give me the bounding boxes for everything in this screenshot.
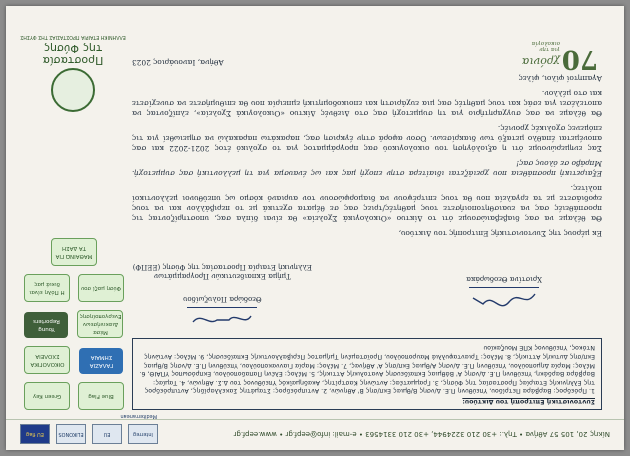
young-reporters-logo: Young Reporters <box>25 312 69 338</box>
committee-box <box>132 338 602 410</box>
anniversary-word: χρόνια <box>521 55 560 68</box>
side-logo-row <box>20 306 128 342</box>
signatory-right-org: Ελληνική Εταιρία Προστασίας της Φύσης (ΕΕΠΦ) <box>132 262 312 271</box>
signatory-right-title: Τμήμα Εκπαιδευτικών Προγραμμάτων <box>153 271 291 280</box>
galazia-simaia-logo: ΓΑΛΑΖΙΑ ΣΗΜΑΙΑ <box>80 348 124 374</box>
signatory-right-name: Θεοδώρα Πολυζωίδου <box>183 294 262 303</box>
interreg-logo: Interreg Mediterranean <box>128 424 158 444</box>
letter-body <box>132 49 602 410</box>
letterhead-footer <box>6 413 624 450</box>
signatory-left <box>466 274 542 310</box>
signature-left-icon <box>469 287 539 310</box>
elikonos-logo: ELIKONOS <box>56 424 86 444</box>
eu-flag-icon: EU flag <box>20 424 50 444</box>
paragraph-4: Θα θέλαμε να σας διαβεβαιώσουμε ότι το Δίκτυο «Οικολογικά Σχολεία» θα είναι δίπλα σας, υποστηρίζοντας τις προσπάθειές σας να ευαισθητοποιήσετε τους μαθητές/τριες σας σε θέματα σχετικά με το περιβάλλον και να τους εφοδιάσετε με τα εργαλεία που θα τους επιτρέψουν να διαμορφώσουν τον αυριανό κόσμο ως υπεύθυνοι μελλοντικοί πολίτες. <box>132 183 602 223</box>
committee-title: Συντονιστική Επιτροπή του Δικτύου: <box>462 398 595 405</box>
anniversary-subtitle: για την οικολογία <box>531 40 560 52</box>
eco-schools-logo: ΟΙΚΟΛΟΓΙΚΑ ΣΧΟΛΕΙΑ <box>25 346 71 374</box>
society-name-line1: Προστασία <box>42 54 104 67</box>
signature-right-icon <box>187 307 257 330</box>
paragraph-1: Θα θέλαμε να σας συγχαρητήριο για τη συμμετοχή σας στο Διεθνές Δίκτυο «Οικολογικά Σχολεία», ελπίζοντας να αποτελέσει για εσάς και τους μαθητές σας μια ευχάριστη και εποικοδομητική εμπειρία που θα επιθυμήσετε να συνεχίσετε και στο μέλλον. <box>132 88 602 118</box>
letter-text <box>132 57 602 238</box>
society-emblem-icon <box>51 68 95 112</box>
mobility-logo: Μέσα Διακινήσεων Ενεργοποίησης <box>78 310 124 338</box>
forests-logo: ΜΑΘΑΙΝΩ ΓΙΑ ΤΑ ΔΑΣΗ <box>51 238 97 266</box>
anniversary-logo <box>518 30 598 80</box>
contact-address: Νίκης 20, 105 57 Αθήνα • Τηλ.: +30 210 3224944, +30 210 3314563 • e-mail: info@eepf.gr • www.eepf.gr <box>233 430 610 438</box>
committee-members: 1. Πρόεδρος: Βαρβάρα Πετρίδου, Υπεύθυνη Π.Ε. Δ/νσης Β/θμιας Εκπ/σης Β' Αθηνών, 2. Αντιπρόεδρος: Σταμάτης Σακελλαρίδης, Αντιπρόεδρος της Ελληνικής Εταιρίας Προστασίας της Φύσης, 3. Γραμματέας: Αντώνης Καστρίτης, Ακαδημαϊκός Υπεύθυνος του Δ.Σ. Αθηνών, 4. Ταμίας: Βαρβάρα Βαρδάκη, Υπεύθυνη Π.Ε. Δ/νσης Α' Βάθμιας Εκπαίδευσης Ανατολικής Αττικής, 5. Μέλος: Ελένη Παπαδοπούλου, Εκπρόσωπος ΥΠΑΙΘ, 6. Μέλος: Μαρία Δημοπούλου, Υπεύθυνη Π.Ε. Δ/νσης Α/θμιας Εκπ/σης Α' Αθήνας, 7. Μέλος: Μαρία Γιαννακοπούλου, Υπεύθυνη Π.Ε. Δ/νσης Β/θμιας Εκπ/σης Δυτικής Αττικής, 8. Μέλος: Τριανταφυλλιά Μαυροπούλου, Προϊσταμένη Τμήματος Περιβαλλοντικής Εκπαίδευσης, 9. Μέλος: Αντώνης Ντόκος, Υπεύθυνος ΚΠΕ Μουζακίου <box>139 344 595 395</box>
signatory-right <box>133 262 312 330</box>
society-name <box>18 42 128 66</box>
partner-logos <box>20 413 158 444</box>
society-logo <box>18 34 128 112</box>
society-full-name: ΕΛΛΗΝΙΚΗ ΕΤΑΙΡΙΑ ΠΡΟΣΤΑΣΙΑΣ ΤΗΣ ΦΥΣΗΣ <box>20 34 126 39</box>
signatory-left-name: Χριστίνα Θεοδωράκα <box>466 274 542 283</box>
side-logo-row <box>20 342 128 378</box>
society-name-line2: της Φύσης <box>43 42 103 55</box>
paragraph-2: Σας ενημερώνουμε ότι η αξιολόγηση του οικολογικού σας προγράμματος για το σχολικό έτος 2021-2022 και σας απονέμεται έπαθλο μεταξύ των διακρίσεων. Όσον αφορά στην έγκριση σας, παρακάτω παρακαλώ να σημειωθεί για τις επόμενες σχολικές χρονιές. <box>132 123 602 153</box>
side-logo-row <box>20 378 128 414</box>
closing-line: Εκ μέρους της Συντονιστικής Επιτροπής του Δικτύου, <box>398 228 602 238</box>
paragraph-3: Εξαιρετική προσπάθεια που χρειάζεται ιδιαίτερα στην εποχή μας και ως έναυσμα για τη μελλοντική σας συμμετοχή. Μπράβο σε όλους σας! <box>132 158 602 178</box>
green-key-logo: Green Key <box>24 382 70 410</box>
side-logo-row <box>20 270 128 306</box>
salutation: Αγαπητοί φίλοι, φίλες <box>518 73 602 83</box>
signatures <box>132 238 602 330</box>
anniversary-number: 70 <box>561 44 598 74</box>
letter-date: Αθήνα, Ιανουάριος 2023 <box>132 57 224 67</box>
city-is-ours-logo: Η Πόλη είναι δικιά μας <box>24 274 70 302</box>
eu-program-logo: EU <box>92 424 122 444</box>
nature-with-you-logo: Φύση μαζί σου <box>78 274 124 302</box>
letter-page <box>6 6 624 450</box>
blue-flag-logo: Blue Flag <box>78 382 124 410</box>
